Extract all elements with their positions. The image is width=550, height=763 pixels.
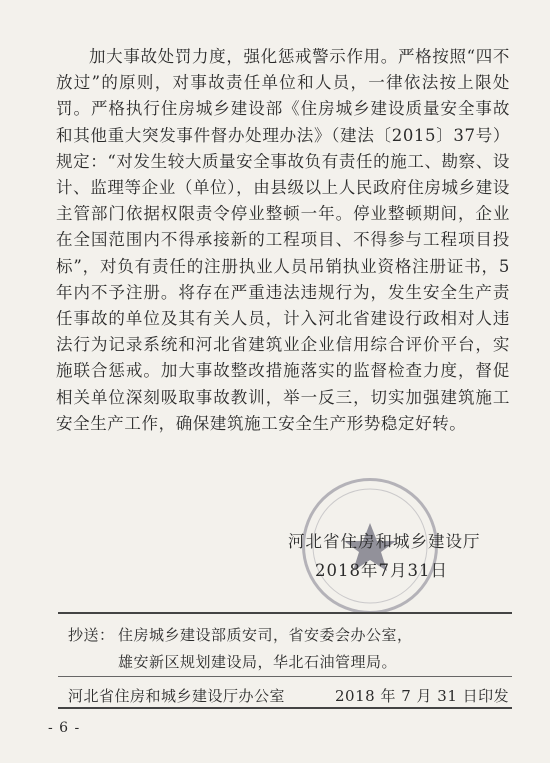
- body-paragraph: 加大事故处罚力度，强化惩戒警示作用。严格按照“四不放过”的原则，对事故责任单位和人员，一律依法按上限处罚。严格执行住房城乡建设部《住房城乡建设质量安全事故和其他重大突发事件督办处理办法》（建法〔2015〕37号）规定：“对发生较大质量安全事故负有责任的施工、勘察、设计、监理等企业（单位），由县级以上人民政府住房城乡建设主管部门依据权限责令停业整顿一年。停业整顿期间，企业在全国范围内不得承接新的工程项目、不得参与工程项目投标”，对负有责任的注册执业人员吊销执业资格注册证书，5年内不予注册。将存在严重违法违规行为，发生安全生产责任事故的单位及其有关人员，计入河北省建设行政相对人违法行为记录系统和河北省建筑业企业信用综合评价平台，实施联合惩戒。加大事故整改措施落实的监督检查力度，督促相关单位深刻吸取事故教训，举一反三，切实加强建筑施工安全生产工作，确保建筑施工安全生产形势稳定好转。: [56, 47, 510, 433]
- issuing-office: 河北省住房和城乡建设厅办公室: [68, 687, 286, 705]
- cc-recipients-line1: 住房城乡建设部质安司，省安委会办公室，: [118, 626, 413, 644]
- divider-top: [58, 612, 512, 614]
- page-number: - 6 -: [48, 720, 81, 736]
- issuer-name: 河北省住房和城乡建设厅: [288, 532, 481, 551]
- sign-date: 2018年7月31日: [315, 561, 448, 580]
- divider-middle: [58, 676, 512, 677]
- cc-recipients-line2: 雄安新区规划建设局，华北石油管理局。: [118, 653, 398, 671]
- cc-label: 抄送：: [68, 626, 115, 644]
- print-date: 2018 年 7 月 31 日印发: [335, 687, 510, 705]
- divider-bottom: [58, 707, 512, 709]
